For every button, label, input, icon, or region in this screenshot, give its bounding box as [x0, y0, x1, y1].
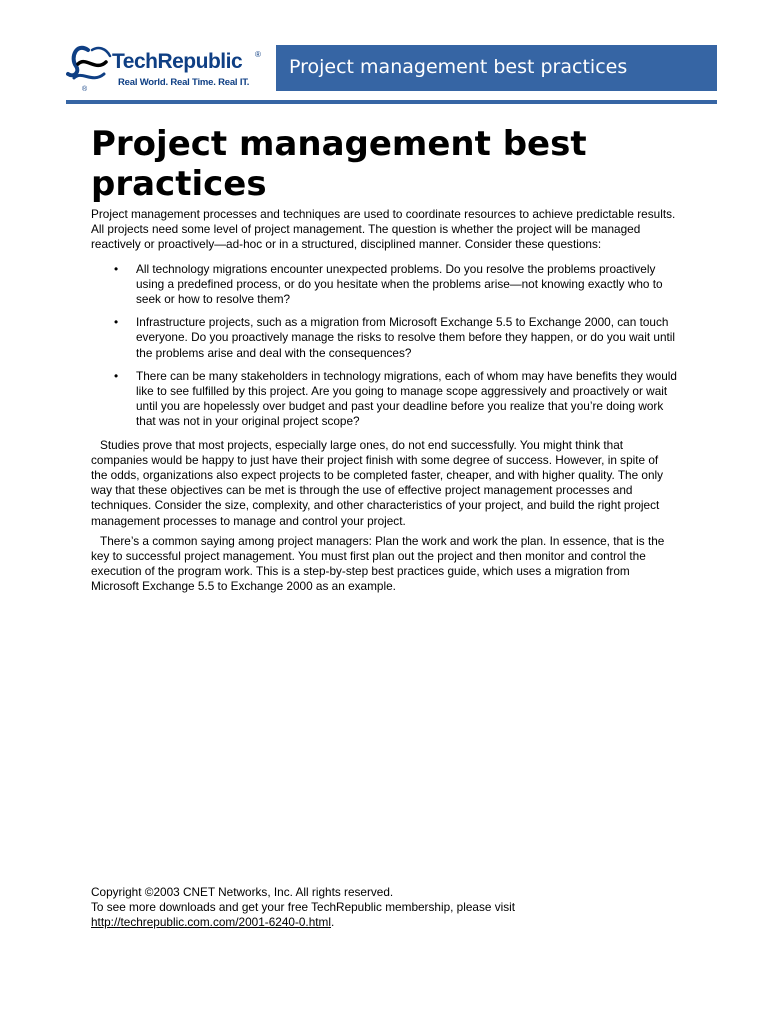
techrepublic-logo: [66, 44, 276, 100]
body-paragraph: Studies prove that most projects, especially large ones, do not end successfully. You might think that companies would be happy to just have their project finish with some degree of success. However, in spite of the odds, organizations also expect projects to be completed faster, cheaper, and with higher quality. The only way that these objectives can be met is through the use of effective project management processes and techniques. Consider the size, complexity, and other characteristics of your project, and build the right project management processes to manage and control your project.: [91, 437, 664, 528]
mark-registered: ®: [82, 86, 88, 93]
copyright-text: Copyright ©2003 CNET Networks, Inc. All rights reserved.: [91, 885, 394, 899]
brand-name: TechRepublic: [112, 50, 243, 73]
brand-registered-mark: ®: [255, 50, 261, 59]
logo-swoosh-icon: [66, 44, 114, 90]
footer-link-line: [91, 915, 691, 930]
list-item-text: All technology migrations encounter unexpected problems. Do you resolve the problems proactively using a predefined process, or do you hesitate when the problems arise—not knowing exactly who to seek or how to resolve them?: [136, 261, 663, 307]
downloads-text: To see more downloads and get your free TechRepublic membership, please visit: [91, 900, 516, 914]
footer: [91, 885, 691, 930]
bullet-icon: •: [114, 315, 119, 330]
list-item-text: Infrastructure projects, such as a migration from Microsoft Exchange 5.5 to Exchange 2000, can touch everyone. Do you proactively manage the risks to resolve them before they happen, or do you wait until the problems arise and deal with the consequences?: [136, 315, 676, 360]
document-body: [91, 124, 677, 595]
brand-tagline: Real World. Real Time. Real IT.: [118, 77, 250, 88]
page-title: Project management best practices: [91, 124, 587, 204]
list-item: [91, 369, 677, 430]
header-divider: [66, 100, 717, 104]
banner-title: Project management best practices: [289, 56, 628, 78]
list-item-text: There can be many stakeholders in technology migrations, each of whom may have benefits they would like to see fulfilled by this project. Are you going to manage scope aggressively and proactively or wait until you are hopelessly over budget and past your deadline before you realize that you’re doing work that was not in your original project scope?: [136, 368, 677, 429]
bullet-icon: •: [114, 368, 119, 383]
intro-paragraph: Project management processes and techniques are used to coordinate resources to achieve predictable results. All projects need some level of project management. The question is whether the project will be managed reactively or proactively—ad-hoc or in a structured, disciplined manner. Consider these questions:: [91, 207, 676, 252]
membership-link[interactable]: http://techrepublic.com.com/2001-6240-0.html: [91, 915, 331, 929]
title-banner: [276, 45, 717, 91]
questions-list: [91, 262, 677, 430]
list-item: [91, 262, 677, 308]
list-item: [91, 315, 677, 361]
link-suffix: .: [331, 915, 335, 929]
bullet-icon: •: [114, 261, 119, 276]
body-paragraph: There’s a common saying among project managers: Plan the work and work the plan. In essence, that is the key to successful project management. You must first plan out the project and then monitor and control the execution of the program work. This is a step-by-step best practices guide, which uses a migration from Microsoft Exchange 5.5 to Exchange 2000 as an example.: [91, 533, 665, 594]
